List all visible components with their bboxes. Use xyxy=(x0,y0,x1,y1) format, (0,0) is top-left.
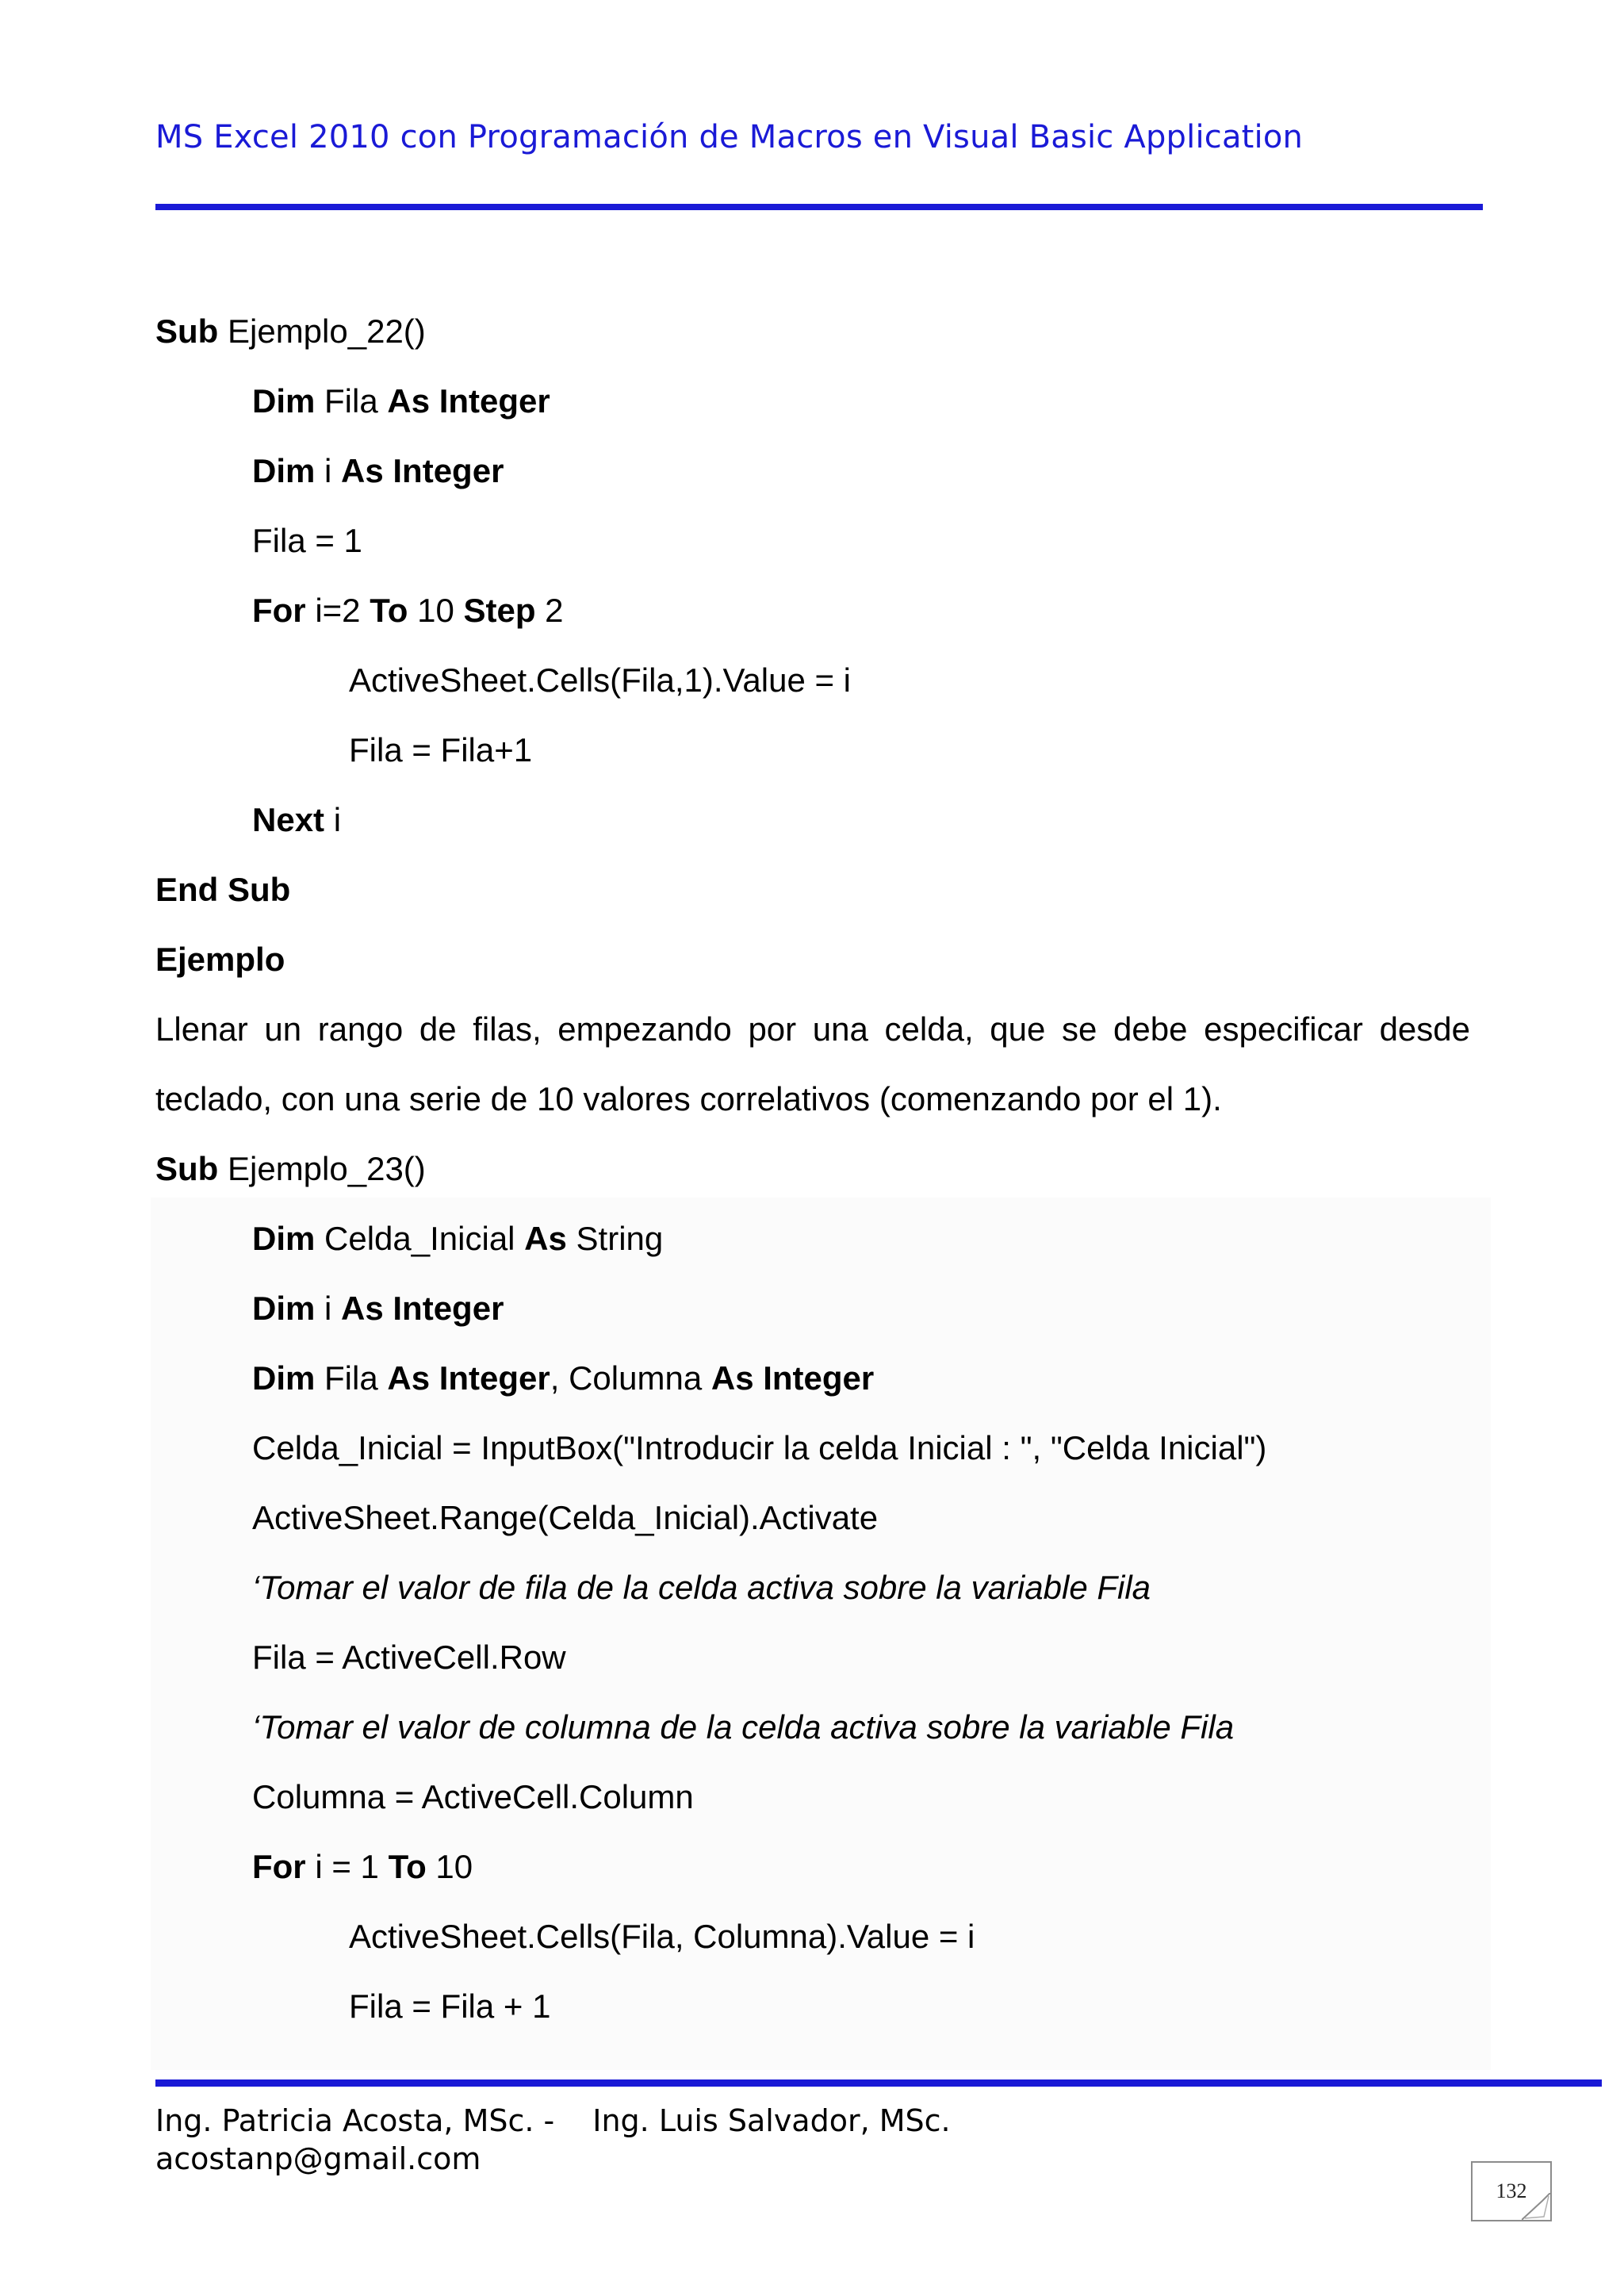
code-text: ActiveSheet.Range(Celda_Inicial).Activate xyxy=(252,1499,879,1536)
keyword: As Integer xyxy=(387,1359,550,1397)
code-line xyxy=(349,1916,975,1957)
keyword: Step xyxy=(463,592,536,629)
code-line xyxy=(349,1986,550,2027)
keyword: Dim xyxy=(252,1359,316,1397)
footer-email: acostanp@gmail.com xyxy=(155,2141,481,2176)
code-line xyxy=(155,311,426,352)
code-line xyxy=(155,869,290,910)
section-heading: Ejemplo xyxy=(155,941,285,978)
code-line xyxy=(252,1497,878,1539)
code-text: , Columna xyxy=(550,1359,711,1397)
code-text: 10 xyxy=(408,592,464,629)
author-name: Ing. Patricia Acosta, MSc. xyxy=(155,2103,534,2138)
code-text: i xyxy=(324,801,342,838)
code-line xyxy=(252,1428,1266,1469)
code-text: Fila = Fila+1 xyxy=(349,731,533,769)
code-comment: ‘Tomar el valor de fila de la celda activa sobre la variable Fila xyxy=(252,1569,1151,1606)
code-line xyxy=(252,799,341,841)
author-separator: - xyxy=(543,2103,555,2138)
keyword: As Integer xyxy=(341,452,504,489)
code-line xyxy=(252,1637,566,1678)
code-line xyxy=(155,1148,426,1190)
code-text: Celda_Inicial xyxy=(315,1220,525,1257)
keyword: End Sub xyxy=(155,871,291,908)
code-text: i xyxy=(315,452,342,489)
code-text: Fila = ActiveCell.Row xyxy=(252,1639,566,1676)
code-text: ActiveSheet.Cells(Fila, Columna).Value = i xyxy=(349,1918,975,1955)
code-line xyxy=(252,450,504,492)
keyword: As xyxy=(524,1220,567,1257)
page-number: 132 xyxy=(1471,2161,1552,2221)
keyword: As Integer xyxy=(341,1290,504,1327)
code-line xyxy=(252,1846,473,1888)
keyword: For xyxy=(252,1848,306,1885)
code-text: Ejemplo_23() xyxy=(218,1150,426,1187)
code-text: Fila = Fila + 1 xyxy=(349,1987,551,2025)
header-title: MS Excel 2010 con Programación de Macros en Visual Basic Application xyxy=(155,119,1304,155)
code-text: i = 1 xyxy=(305,1848,389,1885)
keyword: Sub xyxy=(155,1150,219,1187)
code-text: Ejemplo_22() xyxy=(218,312,426,350)
paragraph-line: teclado, con una serie de 10 valores correlativos (comenzando por el 1). xyxy=(155,1080,1222,1117)
keyword: Sub xyxy=(155,312,219,350)
code-line xyxy=(252,1218,663,1259)
code-text: 2 xyxy=(535,592,564,629)
keyword: As Integer xyxy=(387,382,550,420)
code-text: i=2 xyxy=(305,592,370,629)
code-line xyxy=(252,1777,694,1818)
code-text: 10 xyxy=(426,1848,473,1885)
code-line xyxy=(349,660,851,701)
keyword: As Integer xyxy=(710,1359,875,1397)
code-text: Fila xyxy=(315,1359,388,1397)
page-curl-icon xyxy=(1522,2193,1550,2220)
keyword: To xyxy=(388,1848,427,1885)
keyword: Dim xyxy=(252,1290,316,1327)
code-line xyxy=(252,1358,874,1399)
code-line xyxy=(252,381,550,422)
header-rule xyxy=(155,204,1483,210)
code-comment: ‘Tomar el valor de columna de la celda activa sobre la variable Fila xyxy=(252,1708,1235,1746)
code-line xyxy=(252,590,564,631)
code-text: Fila xyxy=(315,382,388,420)
author-name: Ing. Luis Salvador, MSc. xyxy=(592,2103,951,2138)
paragraph-line: Llenar un rango de filas, empezando por una celda, que se debe especificar desde xyxy=(155,1010,1470,1048)
keyword: To xyxy=(370,592,408,629)
code-text: String xyxy=(566,1220,664,1257)
code-text: Columna = ActiveCell.Column xyxy=(252,1778,694,1815)
code-line xyxy=(252,1288,504,1329)
footer-rule xyxy=(155,2079,1602,2087)
code-text: i xyxy=(315,1290,342,1327)
keyword: For xyxy=(252,592,306,629)
keyword: Next xyxy=(252,801,325,838)
code-text: Celda_Inicial = InputBox("Introducir la celda Inicial : ", "Celda Inicial") xyxy=(252,1429,1267,1466)
code-text: ActiveSheet.Cells(Fila,1).Value = i xyxy=(349,661,851,699)
code-line xyxy=(252,520,362,562)
code-text: Fila = 1 xyxy=(252,522,362,559)
keyword: Dim xyxy=(252,1220,316,1257)
keyword: Dim xyxy=(252,452,316,489)
footer-authors xyxy=(155,2103,951,2138)
keyword: Dim xyxy=(252,382,316,420)
code-line xyxy=(349,730,532,771)
